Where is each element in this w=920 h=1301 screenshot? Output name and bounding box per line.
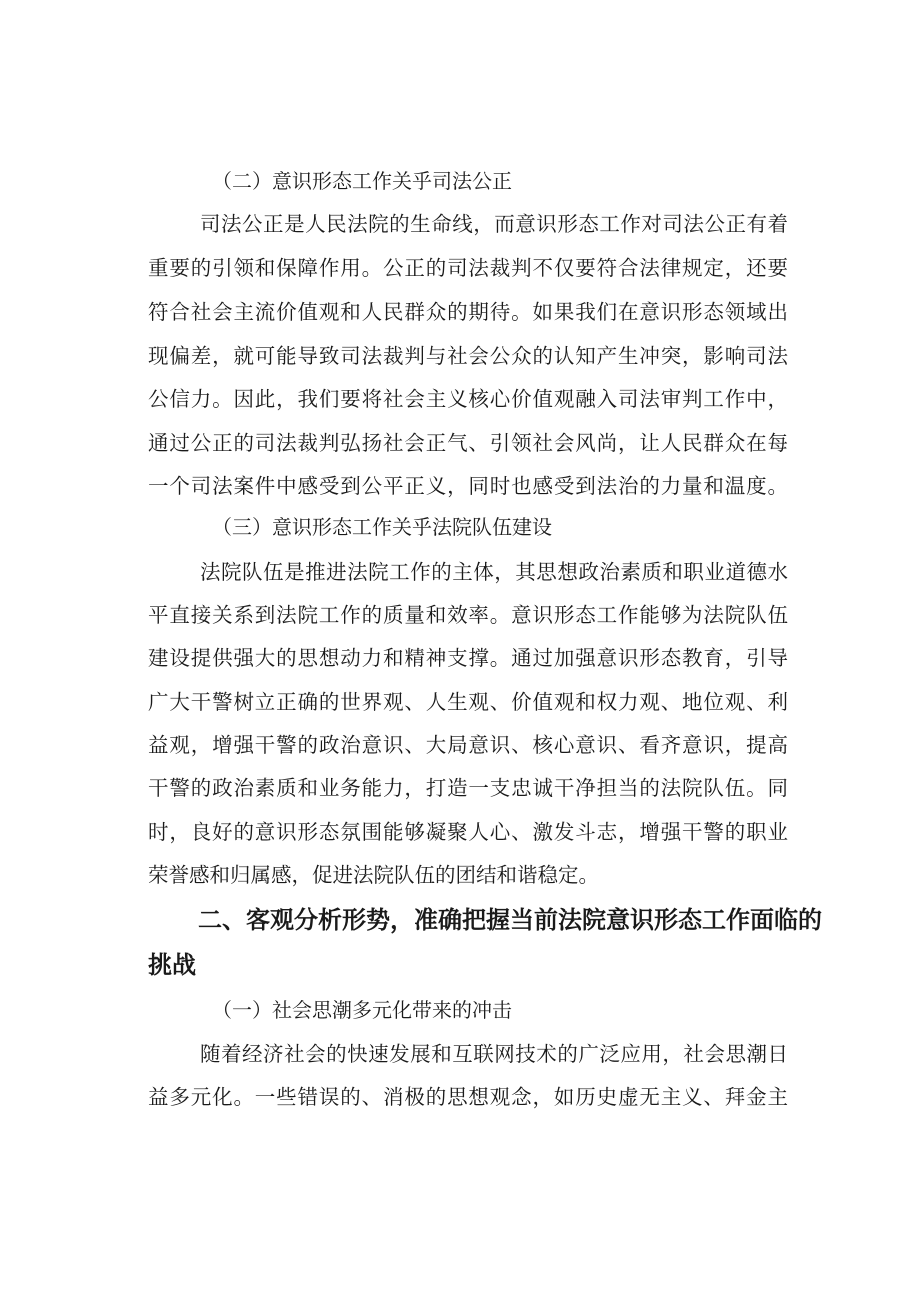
paragraph-line: 随着经济社会的快速发展和互联网技术的广泛应用，社会思潮日 — [200, 1042, 788, 1066]
paragraph-line: 符合社会主流价值观和人民群众的期待。如果我们在意识形态领域出 — [148, 300, 788, 324]
paragraph-line: 建设提供强大的思想动力和精神支撑。通过加强意识形态教育，引导 — [148, 646, 788, 670]
paragraph-line: 一个司法案件中感受到公平正义，同时也感受到法治的力量和温度。 — [148, 474, 788, 498]
subheading-social-trends: （一）社会思潮多元化带来的冲击 — [212, 998, 512, 1022]
paragraph-line: 司法公正是人民法院的生命线，而意识形态工作对司法公正有着 — [200, 212, 788, 236]
chapter-heading-line-1: 二、客观分析形势，准确把握当前法院意识形态工作面临的 — [198, 906, 822, 934]
paragraph-line: 法院队伍是推进法院工作的主体，其思想政治素质和职业道德水 — [200, 560, 788, 584]
paragraph-line: 益多元化。一些错误的、消极的思想观念，如历史虚无主义、拜金主 — [148, 1085, 788, 1109]
paragraph-line: 时，良好的意识形态氛围能够凝聚人心、激发斗志，增强干警的职业 — [148, 820, 788, 844]
paragraph-line: 现偏差，就可能导致司法裁判与社会公众的认知产生冲突，影响司法 — [148, 344, 788, 368]
subheading-court-team: （三）意识形态工作关乎法院队伍建设 — [212, 515, 552, 539]
paragraph-line: 公信力。因此，我们要将社会主义核心价值观融入司法审判工作中， — [148, 387, 788, 411]
paragraph-line: 重要的引领和保障作用。公正的司法裁判不仅要符合法律规定，还要 — [148, 256, 788, 280]
subheading-judicial-fairness: （二）意识形态工作关乎司法公正 — [212, 169, 512, 193]
paragraph-line: 干警的政治素质和业务能力，打造一支忠诚干净担当的法院队伍。同 — [148, 776, 788, 800]
paragraph-line: 荣誉感和归属感，促进法院队伍的团结和谐稳定。 — [148, 863, 599, 887]
paragraph-line: 通过公正的司法裁判弘扬社会正气、引领社会风尚，让人民群众在每 — [148, 431, 788, 455]
paragraph-line: 平直接关系到法院工作的质量和效率。意识形态工作能够为法院队伍 — [148, 603, 788, 627]
paragraph-line: 益观，增强干警的政治意识、大局意识、核心意识、看齐意识，提高 — [148, 733, 788, 757]
chapter-heading-line-2: 挑战 — [148, 951, 196, 979]
paragraph-line: 广大干警树立正确的世界观、人生观、价值观和权力观、地位观、利 — [148, 690, 788, 714]
